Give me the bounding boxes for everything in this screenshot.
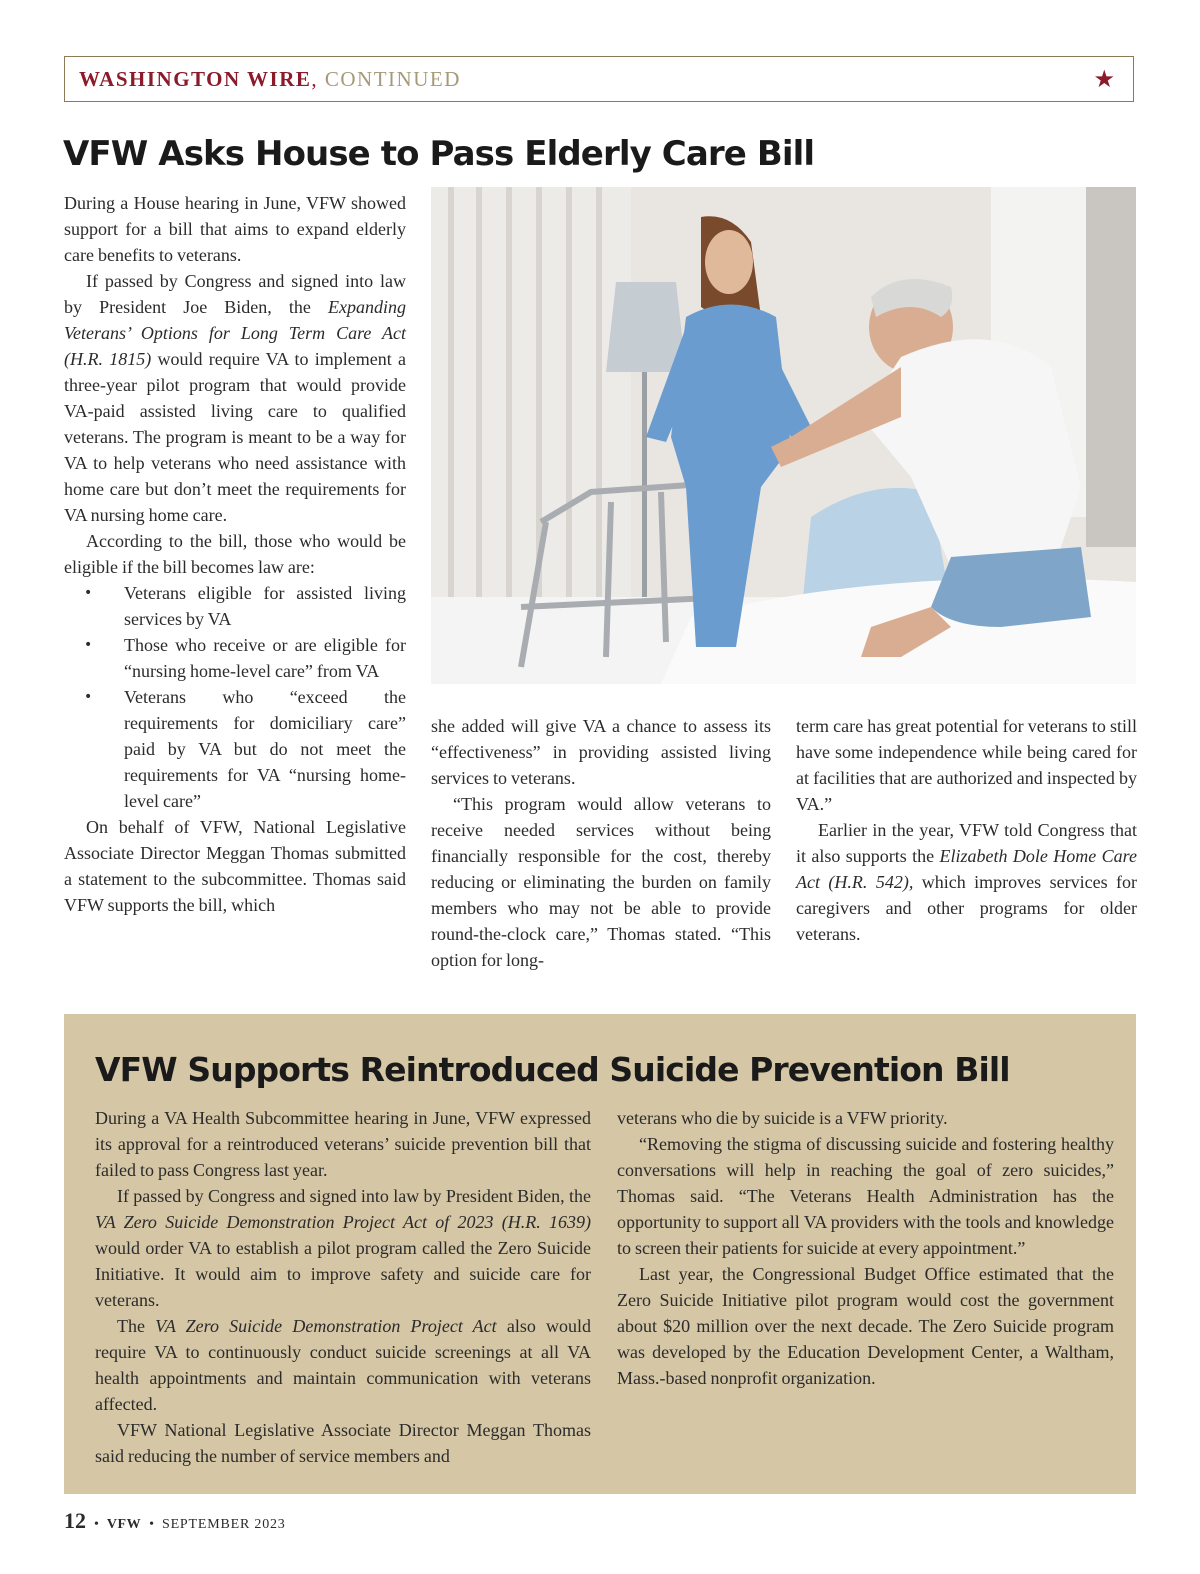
issue-date: SEPTEMBER 2023 <box>161 1517 286 1532</box>
star-icon: ★ <box>1093 65 1115 93</box>
section-title: WASHINGTON WIRE <box>79 67 312 91</box>
page-footer <box>64 1508 286 1534</box>
banner-text <box>79 67 461 92</box>
nurse-helping-veteran-photo <box>431 187 1136 684</box>
bullet-icon: • <box>84 689 93 705</box>
article-column-3 <box>796 713 1137 947</box>
sidebar-column-1 <box>95 1105 591 1469</box>
paragraph-text: which improves services for caregivers and other programs for older veterans. <box>796 872 1137 944</box>
paragraph-text: Earlier in the year, VFW told Congress that it also supports the <box>796 820 1137 866</box>
list-item-text: Veterans who “exceed the requirements for domiciliary care” paid by VA but do not meet the requirements for VA “nursing home-level care” <box>124 687 406 811</box>
list-item <box>64 580 406 632</box>
article-column-2 <box>431 713 771 973</box>
paragraph <box>95 1183 591 1313</box>
paragraph-text: also would require VA to continuously conduct suicide screenings at all VA health appointments and maintain communication with veterans affected. <box>95 1316 592 1414</box>
paragraph: On behalf of VFW, National Legislative Associate Director Meggan Thomas submitted a statement to the subcommittee. Thomas said VFW supports the bill, which <box>64 817 406 915</box>
eligibility-list <box>64 580 406 814</box>
paragraph: she added will give VA a chance to assess its “effectiveness” in providing assisted living services to veterans. <box>431 716 771 788</box>
paragraph: VFW National Legislative Associate Director Meggan Thomas said reducing the number of service members and <box>95 1420 591 1466</box>
paragraph: During a VA Health Subcommittee hearing in June, VFW expressed its approval for a reintroduced veterans’ suicide prevention bill that failed to pass Congress last year. <box>95 1108 591 1180</box>
paragraph-text: The <box>117 1316 156 1336</box>
separator-dot: • <box>149 1517 154 1532</box>
paragraph-text: would order VA to establish a pilot program called the Zero Suicide Initiative. It would aim to improve safety and suicide care for veterans. <box>95 1238 591 1310</box>
list-item <box>64 632 406 684</box>
paragraph <box>796 817 1137 947</box>
page-number: 12 <box>64 1508 86 1533</box>
bullet-icon: • <box>84 637 93 653</box>
bill-name: VA Zero Suicide Demonstration Project Act of 2023 (H.R. 1639) <box>95 1212 591 1232</box>
bill-name: Expanding Veterans’ Options for Long Term Care Act (H.R. 1815) <box>64 297 406 369</box>
list-item-text: Veterans eligible for assisted living services by VA <box>124 583 406 629</box>
paragraph: “Removing the stigma of discussing suicide and fostering healthy conversations will help in reaching the goal of zero suicides,” Thomas said. “The Veterans Health Administration has the opportunity to support all VA providers with the tools and knowledge to screen their patients for suicide at every appointment.” <box>617 1134 1114 1258</box>
paragraph: veterans who die by suicide is a VFW priority. <box>617 1108 948 1128</box>
sidebar-headline: VFW Supports Reintroduced Suicide Prevention Bill <box>95 1050 1010 1089</box>
paragraph-text: If passed by Congress and signed into law by President Joe Biden, the <box>64 271 406 317</box>
bill-name: VA Zero Suicide Demonstration Project Act <box>155 1316 497 1336</box>
paragraph-text: would require VA to implement a three-year pilot program that would provide VA-paid assisted living care to qualified veterans. The program is meant to be a way for VA to help veterans who need assistance with home care but don’t meet the requirements for VA nursing home care. <box>64 349 406 525</box>
list-item-text: Those who receive or are eligible for “nursing home-level care” from VA <box>124 635 406 681</box>
paragraph: During a House hearing in June, VFW showed support for a bill that aims to expand elderly care benefits to veterans. <box>64 193 406 265</box>
section-banner <box>64 56 1134 102</box>
paragraph: “This program would allow veterans to receive needed services without being financially responsible for the cost, thereby reducing or eliminating the burden on family members who may not be able to provide round-the-clock care,” Thomas stated. “This option for long- <box>431 794 771 970</box>
list-item <box>64 684 406 814</box>
paragraph <box>64 268 406 528</box>
paragraph <box>95 1313 591 1417</box>
paragraph-text: If passed by Congress and signed into law by President Biden, the <box>117 1186 591 1206</box>
article-column-1 <box>64 190 406 918</box>
section-continued: CONTINUED <box>324 67 461 91</box>
magazine-name: VFW <box>106 1517 142 1532</box>
bullet-icon: • <box>84 585 93 601</box>
section-separator: , <box>311 67 319 91</box>
paragraph: term care has great potential for veterans to still have some independence while being cared for at facilities that are authorized and inspected by VA.” <box>796 716 1137 814</box>
paragraph: Last year, the Congressional Budget Office estimated that the Zero Suicide Initiative pilot program would cost the government about $20 million over the next decade. The Zero Suicide program was developed by the Education Development Center, a Waltham, Mass.-based nonprofit organization. <box>617 1264 1114 1388</box>
sidebar-column-2 <box>617 1105 1114 1391</box>
article-headline: VFW Asks House to Pass Elderly Care Bill <box>63 134 815 174</box>
bill-name: Elizabeth Dole Home Care Act (H.R. 542), <box>796 846 1137 892</box>
separator-dot: • <box>94 1517 99 1532</box>
paragraph: According to the bill, those who would be eligible if the bill becomes law are: <box>64 531 406 577</box>
